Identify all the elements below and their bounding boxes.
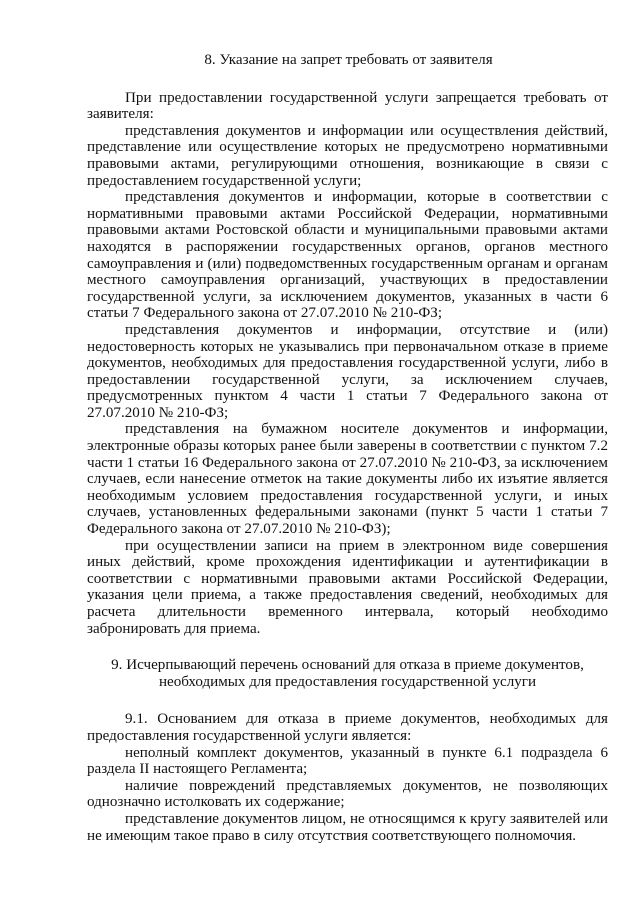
- section-9-item: неполный комплект документов, указанный в пункте 6.1 подраздела 6 раздела II настоящего Регламента;: [87, 744, 608, 778]
- section-8-heading: 8. Указание на запрет требовать от заявителя: [204, 52, 493, 68]
- section-8-item: представления на бумажном носителе документов и информации, электронные образы которых ранее были заверены в соответствии с пунктом 7.2 части 1 статьи 16 Федерального закона от 27.07.2010 № 210-ФЗ, за исключением случаев, если нанесение отметок на такие документы либо их изъятие является необходимым условием предоставления государственной услуги, и иных случаев, установленных федеральными законами (пункт 5 части 1 статьи 7 Федерального закона от 27.07.2010 № 210-ФЗ);: [87, 421, 608, 538]
- section-8-item: представления документов и информации, отсутствие и (или) недостоверность которых не указывались при первоначальном отказе в приеме документов, необходимых для предоставления государственной услуги, либо в предоставлении государственной услуги, за исключением случаев, предусмотренных пунктом 4 части 1 статьи 7 Федерального закона от 27.07.2010 № 210-ФЗ;: [87, 321, 608, 421]
- section-8-item: при осуществлении записи на прием в электронном виде совершения иных действий, кроме прохождения идентификации и аутентификации в соответствии с нормативными правовыми актами Российской Федерации, указания цели приема, а также предоставления сведений, необходимых для расчета длительности временного интервала, который необходимо забронировать для приема.: [87, 537, 608, 637]
- section-9-heading-line-2: необходимых для предоставления государственной услуги: [158, 673, 537, 690]
- document-page: [87, 52, 608, 844]
- section-8-item: представления документов и информации, которые в соответствии с нормативными правовыми актами Российской Федерации, нормативными правовыми актами Ростовской области и муниципальными правовыми актами находятся в распоряжении государственных органов, органов местного самоуправления и (или) подведомственных государственным органам и органам местного самоуправления организаций, участвующих в предоставлении государственной услуги, за исключением документов, указанных в части 6 статьи 7 Федерального закона от 27.07.2010 № 210-ФЗ;: [87, 189, 608, 322]
- section-8-intro: При предоставлении государственной услуги запрещается требовать от заявителя:: [87, 89, 608, 123]
- section-9-heading: [87, 657, 608, 690]
- section-8-item: представления документов и информации или осуществления действий, представление или осуществление которых не предусмотрено нормативными правовыми актами, регулирующими отношения, возникающие в связи с предоставлением государственной услуги;: [87, 122, 608, 189]
- section-9-item: наличие повреждений представляемых документов, не позволяющих однозначно истолковать их содержание;: [87, 777, 608, 811]
- section-9-heading-line-1: 9. Исчерпывающий перечень оснований для отказа в приеме документов,: [111, 657, 584, 674]
- section-9-intro: 9.1. Основанием для отказа в приеме документов, необходимых для предоставления государственной услуги является:: [87, 711, 608, 744]
- section-9-item: представление документов лицом, не относящимся к кругу заявителей или не имеющим такое право в силу отсутствия соответствующего полномочия.: [87, 810, 608, 844]
